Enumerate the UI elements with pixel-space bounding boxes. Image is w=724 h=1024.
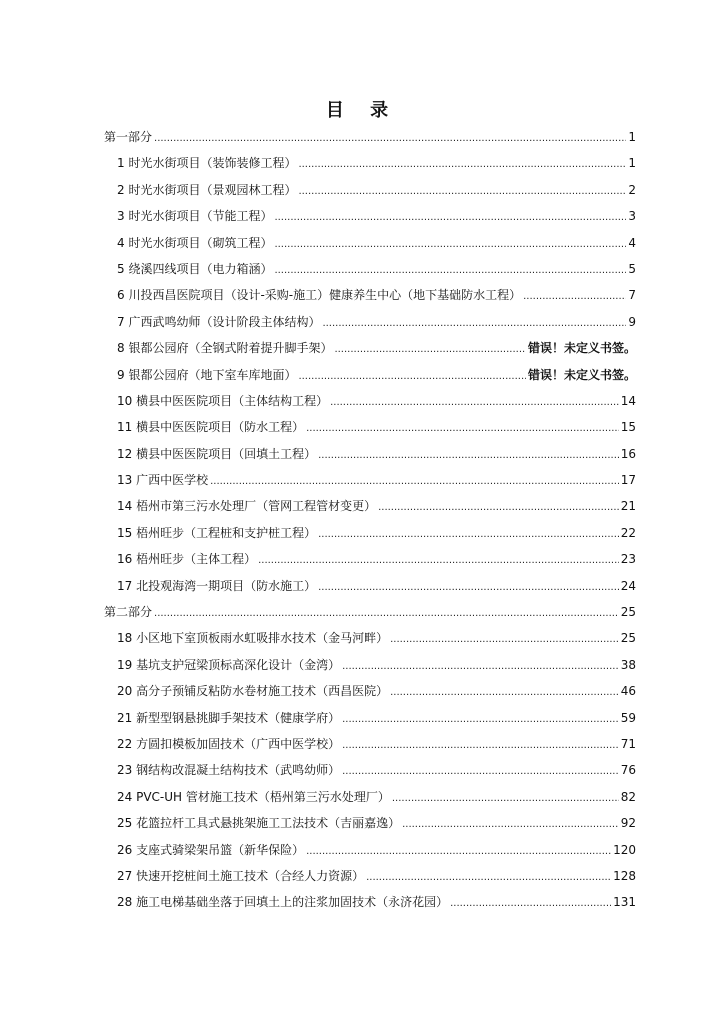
toc-entry-page: 92 xyxy=(620,816,636,831)
dot-leader xyxy=(342,757,619,785)
toc-entry-page: 4 xyxy=(628,235,636,250)
dot-leader xyxy=(318,520,619,548)
toc-entry[interactable] xyxy=(104,203,636,229)
toc-entry[interactable] xyxy=(104,863,636,889)
toc-section-entry[interactable] xyxy=(104,124,636,150)
toc-entry[interactable] xyxy=(104,282,636,308)
toc-entry-label: 9 银都公园府（地下室车库地面） xyxy=(117,367,297,382)
toc-entry-page: 22 xyxy=(620,525,636,540)
toc-entry-label: 14 梧州市第三污水处理厂（管网工程管材变更） xyxy=(117,499,377,514)
toc-entry[interactable] xyxy=(104,705,636,731)
dot-leader xyxy=(318,573,619,601)
toc-entry-page: 128 xyxy=(613,868,636,883)
toc-entry-label: 28 施工电梯基础坐落于回填土上的注浆加固技术（永济花园） xyxy=(117,895,449,910)
toc-entry-label: 22 方圆扣模板加固技术（广西中医学校） xyxy=(117,736,341,751)
toc-entry-page: 131 xyxy=(613,895,636,910)
toc-entry-label: 18 小区地下室顶板雨水虹吸排水技术（金马河畔） xyxy=(117,631,389,646)
toc-entry-page: 120 xyxy=(613,842,636,857)
toc-entry[interactable] xyxy=(104,652,636,678)
dot-leader xyxy=(450,889,611,917)
toc-entry[interactable] xyxy=(104,441,636,467)
toc-entry[interactable] xyxy=(104,546,636,572)
dot-leader xyxy=(392,784,619,812)
toc-entry-label: 27 快速开挖桩间土施工技术（合经人力资源） xyxy=(117,868,365,883)
toc-entry-label: 26 支座式骑梁架吊篮（新华保险） xyxy=(117,842,305,857)
toc-entry-page: 76 xyxy=(620,763,636,778)
toc-entry[interactable] xyxy=(104,810,636,836)
toc-entry[interactable] xyxy=(104,784,636,810)
toc-entry-page: 1 xyxy=(628,130,636,144)
toc-entry[interactable] xyxy=(104,757,636,783)
toc-entry-label: 17 北投观海湾一期项目（防水施工） xyxy=(117,578,317,593)
toc-entry[interactable] xyxy=(104,309,636,335)
toc-entry-page: 46 xyxy=(620,684,636,699)
toc-entry-page: 82 xyxy=(620,789,636,804)
toc-entry-label: 第二部分 xyxy=(104,605,153,620)
toc-entry-label: 6 川投西昌医院项目（设计-采购-施工）健康养生中心（地下基础防水工程） xyxy=(117,288,522,303)
dot-leader xyxy=(322,309,626,337)
dot-leader xyxy=(298,150,626,178)
toc-entry[interactable] xyxy=(104,388,636,414)
dot-leader xyxy=(154,124,626,152)
dot-leader xyxy=(154,599,619,627)
dot-leader xyxy=(342,652,619,680)
toc-entry[interactable] xyxy=(104,678,636,704)
toc-entry-page: 71 xyxy=(620,736,636,751)
dot-leader xyxy=(402,810,619,838)
dot-leader xyxy=(330,388,619,416)
toc-entry-page: 59 xyxy=(620,710,636,725)
toc-entry-label: 23 钢结构改混凝土结构技术（武鸣幼师） xyxy=(117,763,341,778)
toc-entry[interactable] xyxy=(104,256,636,282)
dot-leader xyxy=(298,362,526,390)
toc-entry-label: 2 时光水街项目（景观园林工程） xyxy=(117,182,297,197)
toc-entry-page: 1 xyxy=(628,156,636,171)
toc-entry[interactable] xyxy=(104,414,636,440)
toc-entry[interactable] xyxy=(104,467,636,493)
toc-entry-label: 第一部分 xyxy=(104,130,153,144)
dot-leader xyxy=(258,546,619,574)
toc-entry-label: 24 PVC-UH 管材施工技术（梧州第三污水处理厂） xyxy=(117,789,390,804)
toc-entry[interactable] xyxy=(104,520,636,546)
toc-entry-label: 10 横县中医医院项目（主体结构工程） xyxy=(117,393,329,408)
toc-entry[interactable] xyxy=(104,150,636,176)
toc-entry-page: 23 xyxy=(620,552,636,567)
toc-entry-page: 24 xyxy=(620,578,636,593)
dot-leader xyxy=(318,441,619,469)
toc-entry[interactable] xyxy=(104,177,636,203)
toc-entry[interactable] xyxy=(104,362,636,388)
dot-leader xyxy=(366,863,611,891)
toc-entry[interactable] xyxy=(104,889,636,915)
dot-leader xyxy=(342,731,619,759)
toc-entry[interactable] xyxy=(104,335,636,361)
toc-entry-page: 14 xyxy=(620,393,636,408)
dot-leader xyxy=(334,335,526,363)
toc-entry-label: 3 时光水街项目（节能工程） xyxy=(117,209,273,224)
toc-entry-label: 20 高分子预铺反粘防水卷材施工技术（西昌医院） xyxy=(117,684,389,699)
toc-entry-error: 错误！未定义书签。 xyxy=(527,367,636,382)
dot-leader xyxy=(274,203,626,231)
toc-entry-label: 12 横县中医医院项目（回填土工程） xyxy=(117,446,317,461)
toc-entry-page: 7 xyxy=(628,288,636,303)
toc-entry-page: 38 xyxy=(620,657,636,672)
toc-entry-label: 21 新型型钢悬挑脚手架技术（健康学府） xyxy=(117,710,341,725)
toc-entry-page: 3 xyxy=(628,209,636,224)
dot-leader xyxy=(306,837,611,865)
table-of-contents xyxy=(104,124,636,916)
toc-entry[interactable] xyxy=(104,731,636,757)
toc-entry[interactable] xyxy=(104,837,636,863)
toc-entry-label: 19 基坑支护冠梁顶标高深化设计（金湾） xyxy=(117,657,341,672)
toc-entry-page: 17 xyxy=(620,473,636,488)
dot-leader xyxy=(298,177,626,205)
toc-entry-page: 15 xyxy=(620,420,636,435)
toc-entry-label: 25 花篮拉杆工具式悬挑架施工工法技术（吉丽嘉逸） xyxy=(117,816,401,831)
toc-entry-page: 9 xyxy=(628,314,636,329)
toc-entry[interactable] xyxy=(104,625,636,651)
toc-entry-label: 13 广西中医学校 xyxy=(117,473,209,488)
toc-entry-label: 11 横县中医医院项目（防水工程） xyxy=(117,420,305,435)
dot-leader xyxy=(306,414,619,442)
toc-entry[interactable] xyxy=(104,573,636,599)
dot-leader xyxy=(378,493,619,521)
toc-entry[interactable] xyxy=(104,230,636,256)
toc-title: 目 录 xyxy=(325,100,399,121)
toc-entry-page: 5 xyxy=(628,261,636,276)
toc-entry-label: 16 梧州旺步（主体工程） xyxy=(117,552,257,567)
toc-entry-page: 21 xyxy=(620,499,636,514)
toc-entry[interactable] xyxy=(104,493,636,519)
toc-entry-label: 1 时光水街项目（装饰装修工程） xyxy=(117,156,297,171)
dot-leader xyxy=(390,678,619,706)
dot-leader xyxy=(342,705,619,733)
dot-leader xyxy=(274,230,626,258)
toc-section-entry[interactable] xyxy=(104,599,636,625)
toc-entry-error: 错误！未定义书签。 xyxy=(527,341,636,356)
toc-entry-page: 25 xyxy=(620,631,636,646)
toc-entry-label: 8 银都公园府（全钢式附着提升脚手架） xyxy=(117,341,333,356)
dot-leader xyxy=(390,625,619,653)
toc-entry-label: 15 梧州旺步（工程桩和支护桩工程） xyxy=(117,525,317,540)
toc-entry-label: 7 广西武鸣幼师（设计阶段主体结构） xyxy=(117,314,321,329)
dot-leader xyxy=(523,282,626,310)
toc-entry-page: 16 xyxy=(620,446,636,461)
toc-entry-page: 2 xyxy=(628,182,636,197)
toc-entry-label: 5 绕溪四线项目（电力箱涵） xyxy=(117,261,273,276)
toc-entry-page: 25 xyxy=(620,605,636,620)
toc-entry-label: 4 时光水街项目（砌筑工程） xyxy=(117,235,273,250)
dot-leader xyxy=(210,467,619,495)
dot-leader xyxy=(274,256,626,284)
